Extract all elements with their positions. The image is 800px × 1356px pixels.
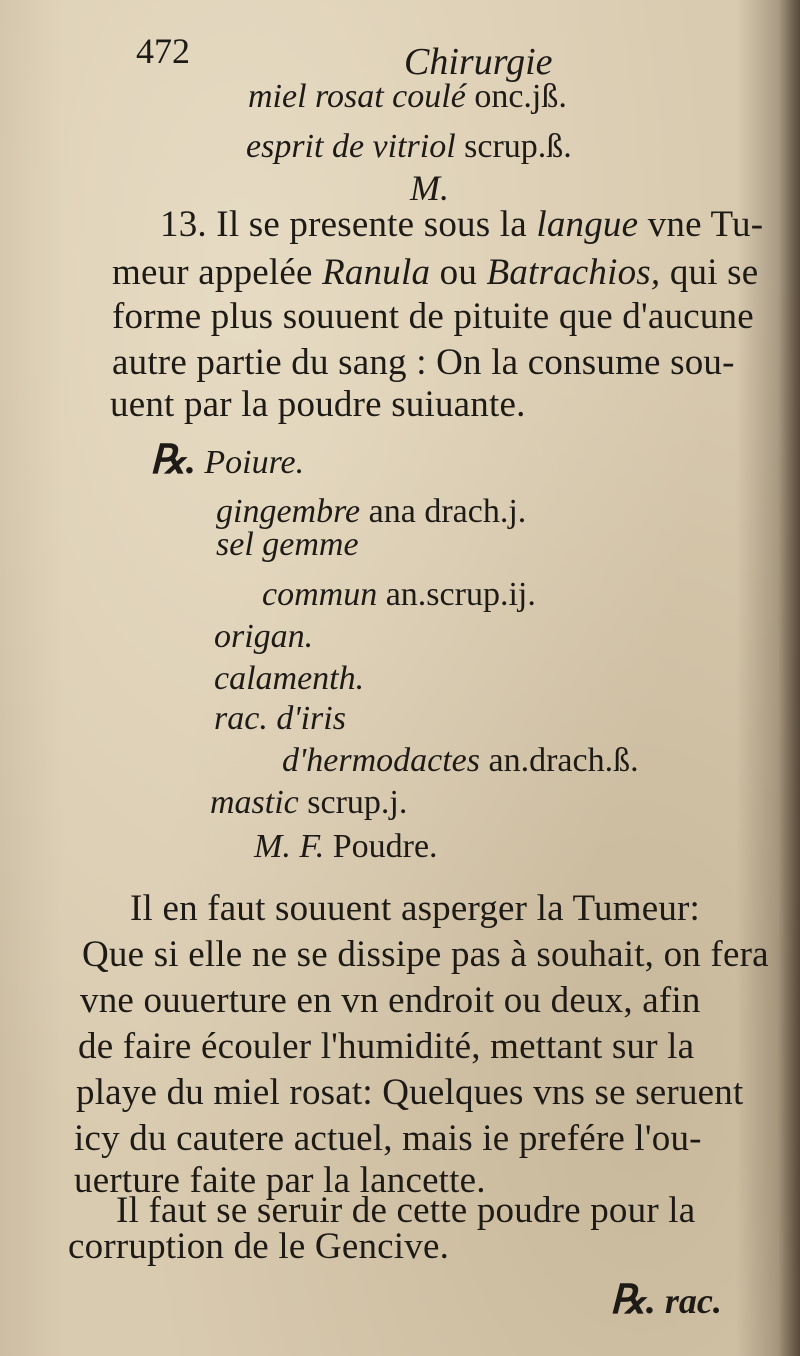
ingredient-dose: scrup.ß. [464,128,572,165]
mix-instruction: M. F. [254,828,325,865]
recipe-line: sel gemme [216,526,359,563]
ingredient-dose: an.drach.ß. [488,742,639,779]
paragraph-line: corruption de le Gencive. [68,1226,450,1267]
recipe-closing [254,830,438,864]
italic-term: Batrachios, [486,252,661,293]
ingredient-dose: ana drach.j. [368,493,527,530]
paragraph-line: autre partie du sang : On la consume sou- [112,342,735,383]
recipe-line [210,786,407,820]
ingredient-dose: an.scrup.ij. [385,576,536,613]
recipe-line: rac. d'iris [214,700,346,737]
catchword [610,1277,722,1322]
ingredient-name: Poiure. [204,444,305,481]
ingredient-name: esprit de vitriol [246,128,456,165]
recipe-line [282,744,639,778]
paragraph-line: playe du miel rosat: Quelques vns se seruent [76,1072,744,1113]
paragraph-line: Il faut se seruir de cette poudre pour la [116,1190,696,1231]
ingredient-name: mastic [210,784,299,821]
text-run: ou [439,252,478,293]
paragraph-line [160,206,763,243]
paragraph-line: uerture faite par la lancette. [74,1160,486,1201]
paragraph-line: Il en faut souuent asperger la Tumeur: [130,888,701,929]
paragraph-line: forme plus souuent de pituite que d'aucune [112,296,754,337]
italic-term: langue [536,204,639,245]
ingredient-name: d'hermodactes [282,742,481,779]
text-run: meur appelée [112,252,313,293]
recipe-form: Poudre. [332,828,438,865]
paragraph-line: vne ouuerture en vn endroit ou deux, afin [80,980,701,1021]
page-number: 472 [136,31,190,71]
italic-term: Ranula [322,252,431,293]
paragraph-line: Que si elle ne se dissipe pas à souhait, on fera [82,934,769,975]
recipe-line [150,437,305,482]
paragraph-line: uent par la poudre suiuante. [110,384,526,425]
ingredient-name: gingembre [216,493,361,530]
ingredient-dose: onc.jß. [474,78,567,115]
recipe-line: calamenth. [214,660,365,697]
ingredient-name: commun [262,576,378,613]
prescription-line [248,80,567,114]
recipe-line: origan. [214,618,314,655]
recipe-line [262,578,536,612]
catchword-text: rac. [664,1281,722,1321]
mix-instruction: M. [410,168,449,208]
paragraph-line: de faire écouler l'humidité, mettant sur la [78,1026,695,1067]
text-run: 13. Il se presente sous la [160,204,527,245]
text-run: vne Tu- [647,204,764,245]
paragraph-line: icy du cautere actuel, mais ie preférе l'ou- [74,1118,702,1159]
recipe-symbol: ℞. [150,437,196,482]
text-run: qui se [669,252,759,293]
recipe-line [216,495,526,529]
ingredient-name: miel rosat coulé [248,78,466,115]
ingredient-dose: scrup.j. [307,784,408,821]
paragraph-line [112,254,758,291]
recipe-symbol: ℞. [610,1277,656,1322]
prescription-line [246,130,572,164]
running-title: Chirurgie [404,41,553,83]
page-edge-shadow [778,0,800,1356]
